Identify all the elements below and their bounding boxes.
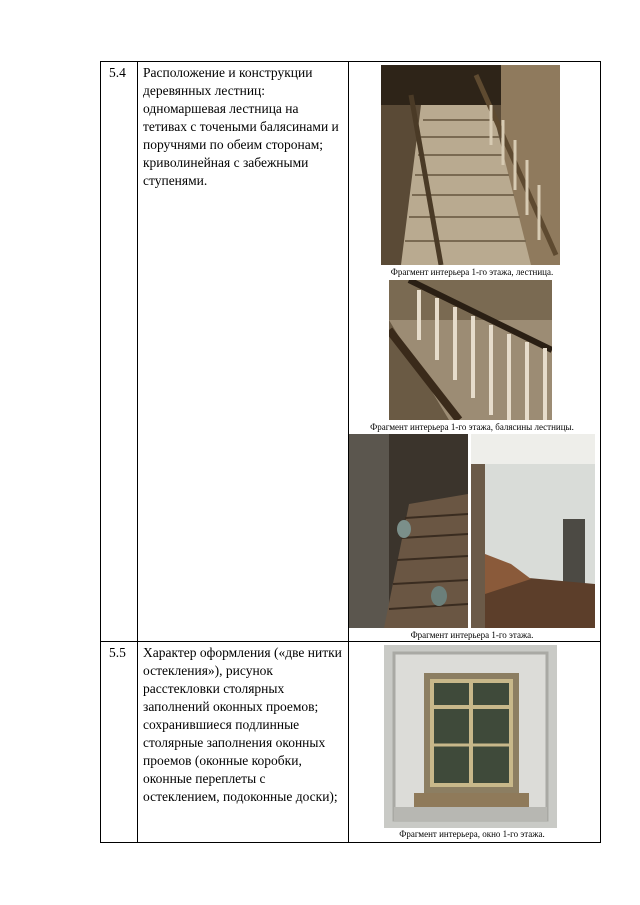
staircase-balusters-photo bbox=[389, 280, 552, 420]
wooden-staircase-photo bbox=[381, 65, 560, 265]
row-description: Расположение и конструкции деревянных лестниц: одномаршевая лестница на тетивах с точеными балясинами и поручнями по обеим сторонам; криволинейная с забежными ступенями. bbox=[143, 65, 339, 188]
photo-caption: Фрагмент интерьера 1-го этажа. bbox=[410, 630, 534, 640]
row-number-cell bbox=[101, 642, 138, 843]
table-row bbox=[101, 62, 601, 642]
photo-caption: Фрагмент интерьера, окно 1-го этажа. bbox=[399, 829, 545, 839]
description-cell bbox=[138, 642, 349, 843]
row-number-cell bbox=[101, 62, 138, 642]
winder-stair-photo bbox=[349, 434, 468, 628]
row-number: 5.4 bbox=[109, 65, 126, 80]
photo-caption: Фрагмент интерьера 1-го этажа, балясины лестницы. bbox=[370, 422, 574, 432]
heritage-elements-table bbox=[100, 61, 601, 843]
description-cell bbox=[138, 62, 349, 642]
photo-cell bbox=[349, 62, 601, 642]
photo-cell bbox=[349, 642, 601, 843]
window-frame-photo bbox=[384, 645, 557, 828]
interior-wall-photo bbox=[471, 434, 595, 628]
table-row bbox=[101, 642, 601, 843]
row-description: Характер оформления («две нитки остекления»), рисунок расстекловки столярных заполнений оконных проемов; сохранившиеся подлинные столярные заполнения оконных проемов (оконные коробки, оконные переплеты с остеклением, подоконные доски); bbox=[143, 645, 342, 804]
row-number: 5.5 bbox=[109, 645, 126, 660]
photo-caption: Фрагмент интерьера 1-го этажа, лестница. bbox=[390, 267, 554, 277]
